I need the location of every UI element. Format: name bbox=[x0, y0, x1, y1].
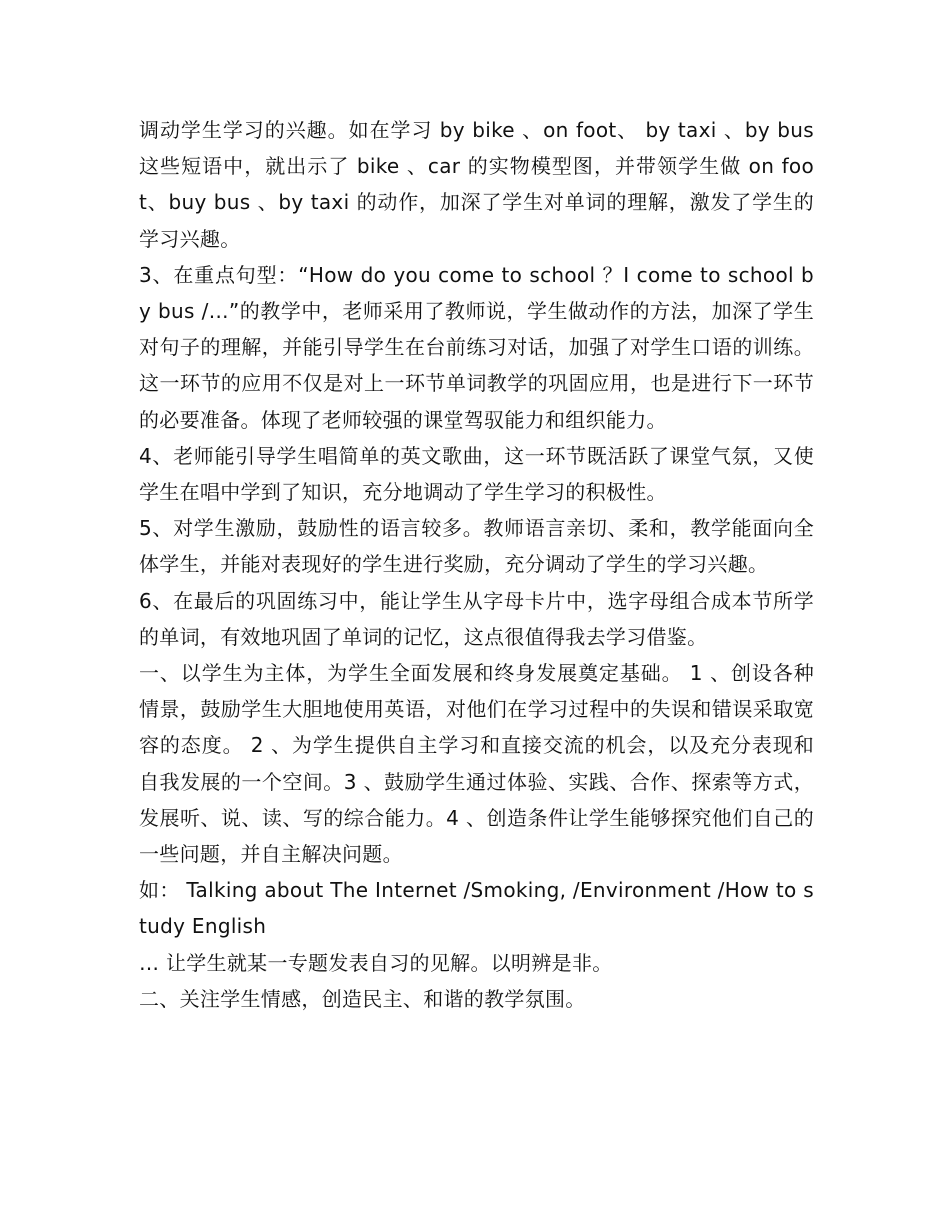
paragraph-8: … 让学生就某一专题发表自习的见解。以明辨是非。 bbox=[139, 950, 613, 975]
paragraph-1: 调动学生学习的兴趣。如在学习 by bike 、on foot、 by taxi 、by bus 这些短语中，就出示了 bike 、car 的实物模型图，并带领学生做 on foot、buy bus 、by taxi 的动作，加深了学生对单词的理解，激发了学生的学习兴趣。 bbox=[139, 118, 814, 251]
paragraph-7: 如： Talking about The Internet /Smoking, /Environment /How to study English bbox=[139, 878, 814, 939]
paragraph-5: 6、在最后的巩固练习中，能让学生从字母卡片中，选字母组合成本节所学的单词，有效地巩固了单词的记忆，这点很值得我去学习借鉴。 bbox=[139, 588, 814, 649]
document-body bbox=[139, 112, 814, 1017]
paragraph-9: 二、关注学生情感，创造民主、和谐的教学氛围。 bbox=[139, 986, 586, 1011]
paragraph-2: 3、在重点句型：“How do you come to school ？I come to school by bus /…”的教学中，老师采用了教师说，学生做动作的方法，加深了学生对句子的理解，并能引导学生在台前练习对话，加强了对学生口语的训练。这一环节的应用不仅是对上一环节单词教学的巩固应用，也是进行下一环节的必要准备。体现了老师较强的课堂驾驭能力和组织能力。 bbox=[139, 262, 814, 432]
paragraph-3: 4、老师能引导学生唱简单的英文歌曲，这一环节既活跃了课堂气氛，又使学生在唱中学到了知识，充分地调动了学生学习的积极性。 bbox=[139, 443, 814, 505]
paragraph-4: 5、对学生激励，鼓励性的语言较多。教师语言亲切、柔和，教学能面向全体学生，并能对表现好的学生进行奖励，充分调动了学生的学习兴趣。 bbox=[139, 516, 814, 577]
paragraph-6: 一、以学生为主体，为学生全面发展和终身发展奠定基础。 1 、创设各种情景，鼓励学生大胆地使用英语，对他们在学习过程中的失误和错误采取宽容的态度。 2 、为学生提供自主学习和直接交流的机会，以及充分表现和自我发展的一个空间。3 、鼓励学生通过体验、实践、合作、探索等方式，发展听、说、读、写的综合能力。4 、创造条件让学生能够探究他们自己的一些问题，并自主解决问题。 bbox=[139, 661, 814, 867]
